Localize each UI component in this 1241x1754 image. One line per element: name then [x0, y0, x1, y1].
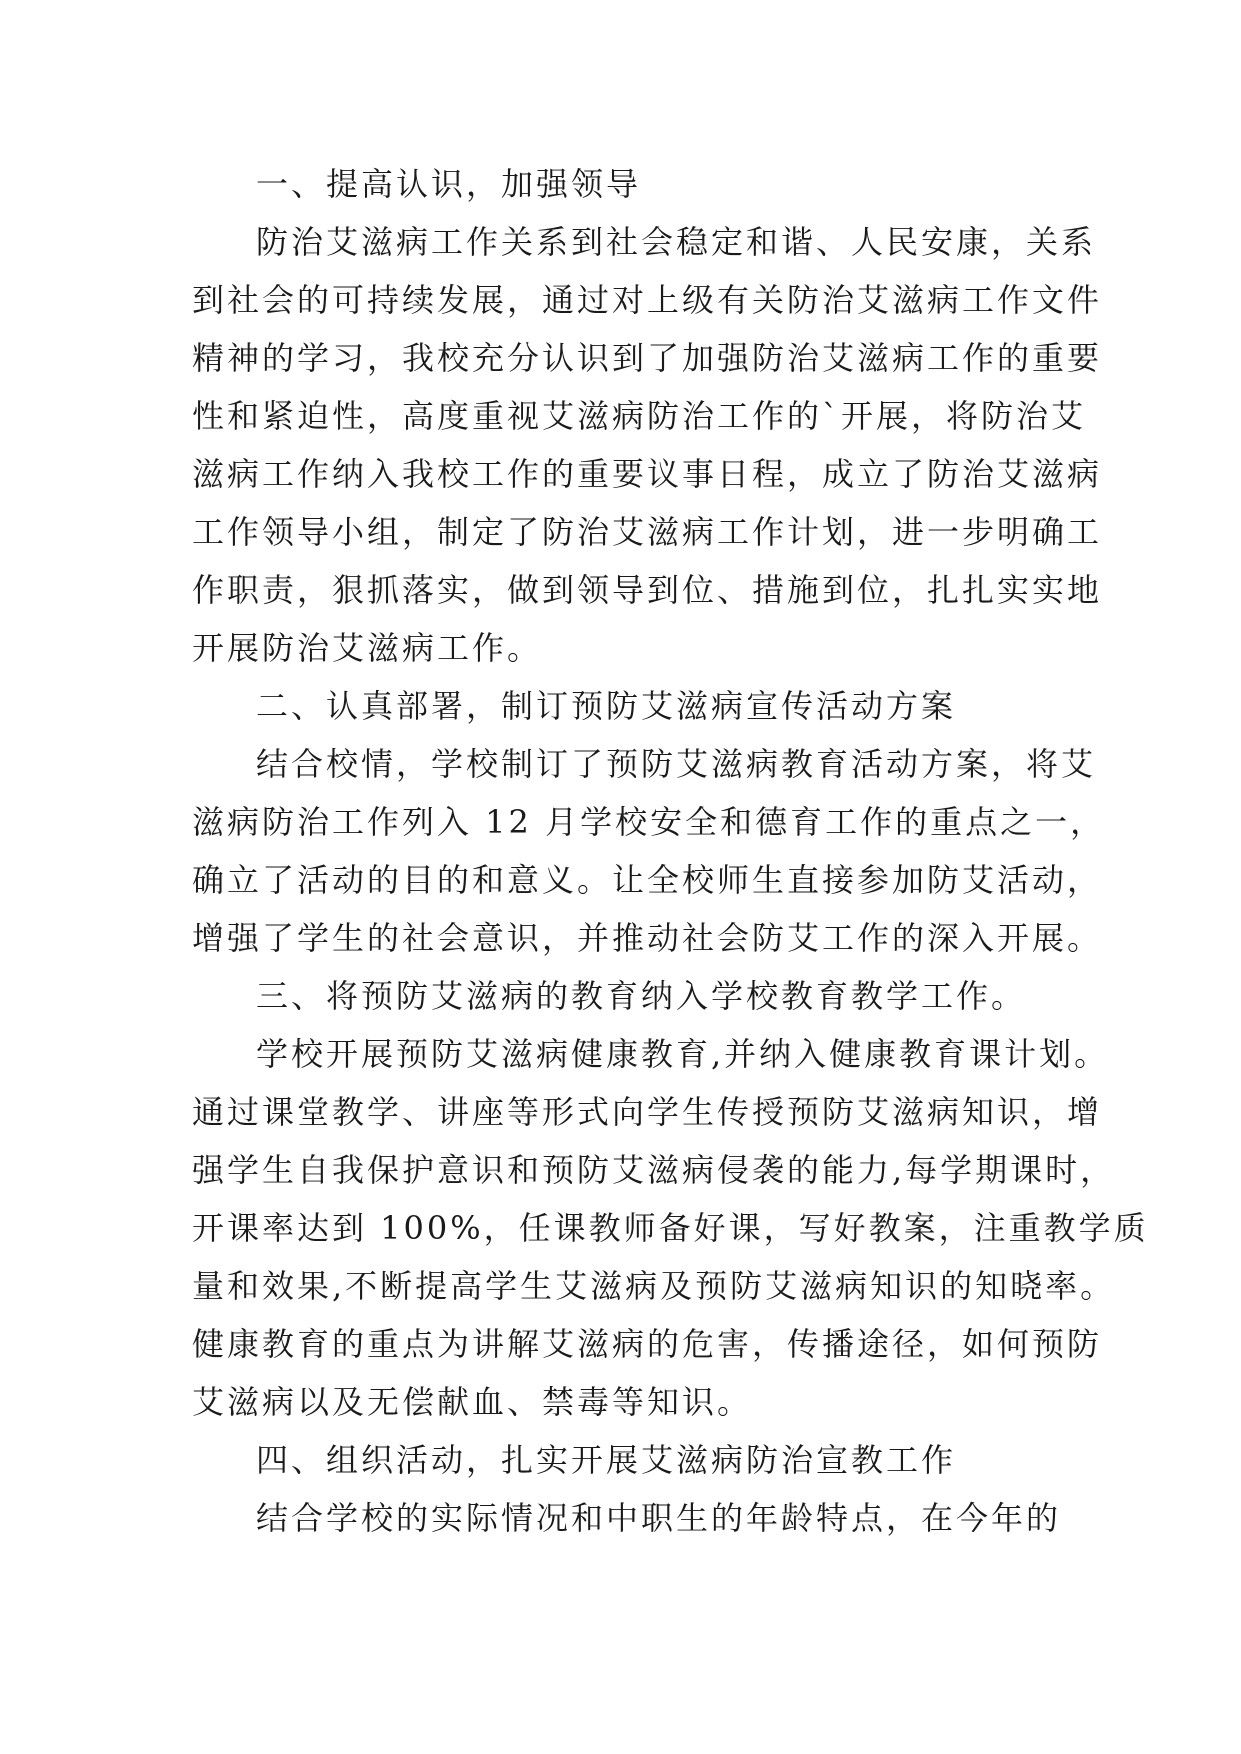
section-heading-1: 一、提高认识，加强领导	[256, 165, 642, 203]
paragraph-line: 确立了活动的目的和意义。让全校师生直接参加防艾活动，	[192, 861, 1103, 899]
paragraph-line: 精神的学习，我校充分认识到了加强防治艾滋病工作的重要	[192, 339, 1103, 377]
paragraph-line: 性和紧迫性，高度重视艾滋病防治工作的`开展，将防治艾	[192, 397, 1087, 435]
paragraph-line: 结合学校的实际情况和中职生的年龄特点，在今年的	[256, 1499, 1062, 1537]
paragraph-line: 增强了学生的社会意识，并推动社会防艾工作的深入开展。	[192, 919, 1103, 957]
paragraph-line: 防治艾滋病工作关系到社会稳定和谐、人民安康，关系	[256, 223, 1097, 261]
paragraph-line: 到社会的可持续发展，通过对上级有关防治艾滋病工作文件	[192, 281, 1103, 319]
paragraph-line: 工作领导小组，制定了防治艾滋病工作计划，进一步明确工	[192, 513, 1103, 551]
section-heading-2: 二、认真部署，制订预防艾滋病宣传活动方案	[256, 687, 957, 725]
paragraph-line: 滋病防治工作列入 12 月学校安全和德育工作的重点之一，	[192, 803, 1106, 841]
paragraph-line: 滋病工作纳入我校工作的重要议事日程，成立了防治艾滋病	[192, 455, 1103, 493]
section-heading-4: 四、组织活动，扎实开展艾滋病防治宣教工作	[256, 1441, 957, 1479]
paragraph-line: 艾滋病以及无偿献血、禁毒等知识。	[192, 1383, 753, 1421]
paragraph-line: 结合校情，学校制订了预防艾滋病教育活动方案，将艾	[256, 745, 1097, 783]
paragraph-line: 强学生自我保护意识和预防艾滋病侵袭的能力,每学期课时，	[192, 1151, 1116, 1189]
paragraph-line: 作职责，狠抓落实，做到领导到位、措施到位，扎扎实实地	[192, 571, 1103, 609]
paragraph-line: 通过课堂教学、讲座等形式向学生传授预防艾滋病知识，增	[192, 1093, 1103, 1131]
paragraph-line: 开展防治艾滋病工作。	[192, 629, 543, 667]
paragraph-line: 学校开展预防艾滋病健康教育,并纳入健康教育课计划。	[256, 1035, 1110, 1073]
paragraph-line: 健康教育的重点为讲解艾滋病的危害，传播途径，如何预防	[192, 1325, 1103, 1363]
section-heading-3: 三、将预防艾滋病的教育纳入学校教育教学工作。	[256, 977, 1027, 1015]
paragraph-line: 量和效果,不断提高学生艾滋病及预防艾滋病知识的知晓率。	[192, 1267, 1116, 1305]
paragraph-line: 开课率达到 100%，任课教师备好课，写好教案，注重教学质	[192, 1209, 1149, 1247]
